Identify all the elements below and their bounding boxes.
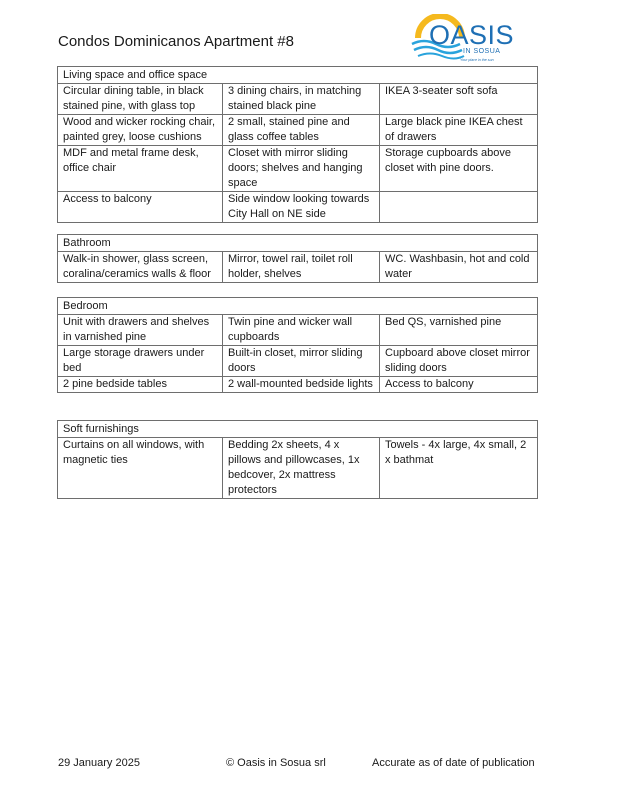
table-cell: Wood and wicker rocking chair, painted grey, loose cushions bbox=[58, 115, 223, 146]
table-row bbox=[58, 315, 538, 346]
table-cell: IKEA 3-seater soft sofa bbox=[380, 84, 538, 115]
table-cell: MDF and metal frame desk, office chair bbox=[58, 146, 223, 192]
table-row bbox=[58, 84, 538, 115]
table-cell: Access to balcony bbox=[58, 192, 223, 223]
table-row bbox=[58, 438, 538, 499]
section-title: Living space and office space bbox=[58, 67, 538, 84]
table-cell: Twin pine and wicker wall cupboards bbox=[223, 315, 380, 346]
table-cell: 2 small, stained pine and glass coffee tables bbox=[223, 115, 380, 146]
bedroom-table bbox=[57, 297, 538, 393]
table-row bbox=[58, 377, 538, 393]
logo-tagline: Your place in the sun bbox=[460, 58, 494, 62]
table-cell: Walk-in shower, glass screen, coralina/ceramics walls & floor bbox=[58, 252, 223, 283]
bathroom-table bbox=[57, 234, 538, 283]
table-row bbox=[58, 192, 538, 223]
section-header-row bbox=[58, 235, 538, 252]
table-cell: Access to balcony bbox=[380, 377, 538, 393]
logo-subtitle: IN SOSUA bbox=[463, 48, 501, 55]
section-title: Soft furnishings bbox=[58, 421, 538, 438]
table-cell: 2 pine bedside tables bbox=[58, 377, 223, 393]
table-cell: Unit with drawers and shelves in varnished pine bbox=[58, 315, 223, 346]
table-cell: Circular dining table, in black stained pine, with glass top bbox=[58, 84, 223, 115]
footer-note: Accurate as of date of publication bbox=[372, 757, 535, 769]
table-cell: Large black pine IKEA chest of drawers bbox=[380, 115, 538, 146]
table-cell: WC. Washbasin, hot and cold water bbox=[380, 252, 538, 283]
section-header-row bbox=[58, 298, 538, 315]
table-cell: Built-in closet, mirror sliding doors bbox=[223, 346, 380, 377]
soft-furnishings-table bbox=[57, 420, 538, 499]
table-cell: Curtains on all windows, with magnetic ties bbox=[58, 438, 223, 499]
section-header-row bbox=[58, 67, 538, 84]
table-cell: Cupboard above closet mirror sliding doors bbox=[380, 346, 538, 377]
table-cell: Side window looking towards City Hall on NE side bbox=[223, 192, 380, 223]
table-row bbox=[58, 346, 538, 377]
table-cell bbox=[380, 192, 538, 223]
footer-copyright: © Oasis in Sosua srl bbox=[226, 757, 326, 769]
section-title: Bedroom bbox=[58, 298, 538, 315]
table-cell: Large storage drawers under bed bbox=[58, 346, 223, 377]
table-cell: Storage cupboards above closet with pine doors. bbox=[380, 146, 538, 192]
table-cell: Mirror, towel rail, toilet roll holder, shelves bbox=[223, 252, 380, 283]
table-cell: 3 dining chairs, in matching stained black pine bbox=[223, 84, 380, 115]
table-row bbox=[58, 252, 538, 283]
table-row bbox=[58, 146, 538, 192]
company-logo bbox=[410, 14, 532, 68]
table-row bbox=[58, 115, 538, 146]
footer-date: 29 January 2025 bbox=[58, 757, 140, 769]
table-cell: Bed QS, varnished pine bbox=[380, 315, 538, 346]
table-cell: Closet with mirror sliding doors; shelves and hanging space bbox=[223, 146, 380, 192]
table-cell: 2 wall-mounted bedside lights bbox=[223, 377, 380, 393]
section-title: Bathroom bbox=[58, 235, 538, 252]
page-title: Condos Dominicanos Apartment #8 bbox=[58, 33, 294, 50]
logo-wordmark: OASIS bbox=[429, 20, 515, 50]
table-cell: Towels - 4x large, 4x small, 2 x bathmat bbox=[380, 438, 538, 499]
section-header-row bbox=[58, 421, 538, 438]
table-cell: Bedding 2x sheets, 4 x pillows and pillowcases, 1x bedcover, 2x mattress protectors bbox=[223, 438, 380, 499]
living-space-table bbox=[57, 66, 538, 223]
